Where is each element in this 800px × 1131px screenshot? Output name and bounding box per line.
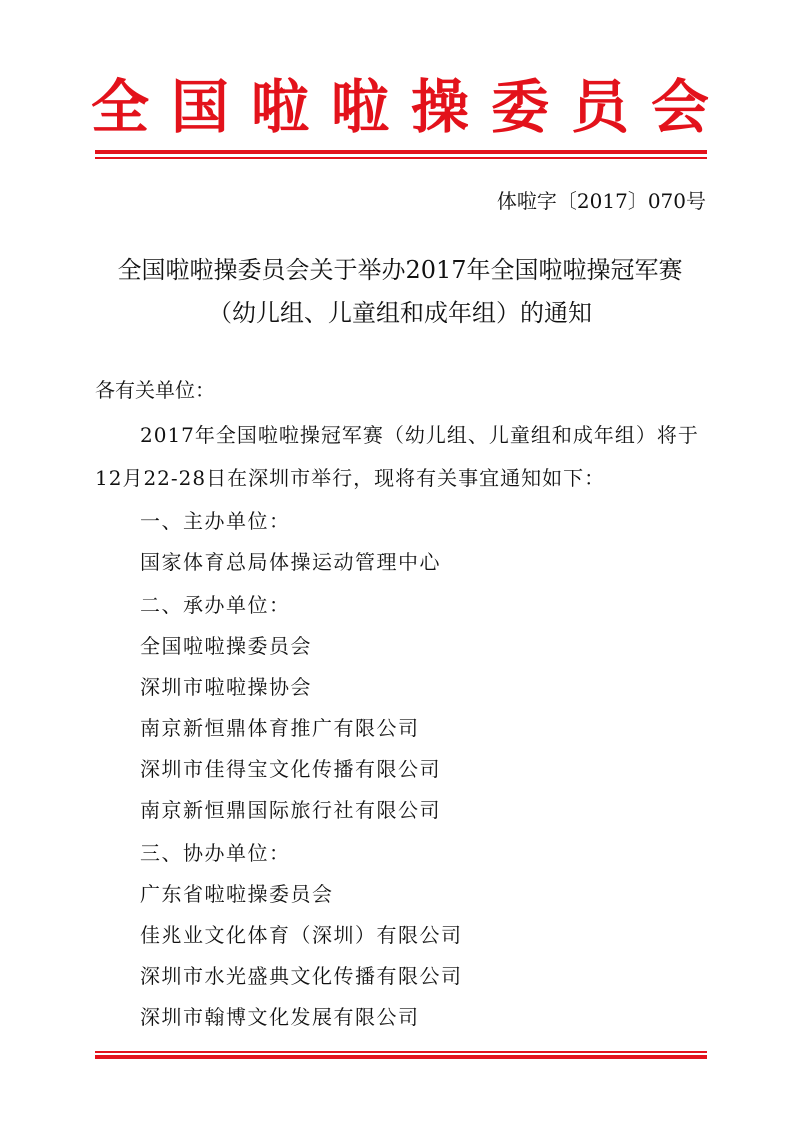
section-heading-co-organizer: 三、协办单位：: [140, 841, 291, 865]
list-item: 南京新恒鼎体育推广有限公司: [140, 716, 420, 740]
footer-rule-thick: [95, 1055, 707, 1059]
document-number: 体啦字〔2017〕070号: [496, 189, 706, 213]
body-paragraph-line-2: 12月22-28日在深圳市举行，现将有关事宜通知如下：: [95, 466, 606, 490]
body-paragraph-line-1: 2017年全国啦啦操冠军赛（幼儿组、儿童组和成年组）将于: [140, 423, 699, 447]
letterhead-title: 全国啦啦操委员会: [90, 73, 731, 141]
footer-rule-thin: [95, 1051, 707, 1053]
list-item: 深圳市翰博文化发展有限公司: [140, 1005, 420, 1029]
list-item: 深圳市啦啦操协会: [140, 675, 312, 699]
salutation: 各有关单位：: [95, 378, 215, 402]
section-heading-host: 二、承办单位：: [140, 593, 291, 617]
list-item: 广东省啦啦操委员会: [140, 882, 334, 906]
notice-title-line-1: 全国啦啦操委员会关于举办2017年全国啦啦操冠军赛: [117, 256, 683, 284]
list-item: 深圳市佳得宝文化传播有限公司: [140, 757, 441, 781]
notice-title-line-2: （幼儿组、儿童组和成年组）的通知: [208, 299, 592, 327]
list-item: 南京新恒鼎国际旅行社有限公司: [140, 798, 441, 822]
letterhead-rule-thin: [95, 157, 707, 159]
letterhead-rule-thick: [95, 150, 707, 154]
list-item: 佳兆业文化体育（深圳）有限公司: [140, 923, 463, 947]
list-item: 深圳市水光盛典文化传播有限公司: [140, 964, 463, 988]
list-item: 国家体育总局体操运动管理中心: [140, 550, 441, 574]
section-heading-organizer: 一、主办单位：: [140, 509, 291, 533]
list-item: 全国啦啦操委员会: [140, 634, 312, 658]
